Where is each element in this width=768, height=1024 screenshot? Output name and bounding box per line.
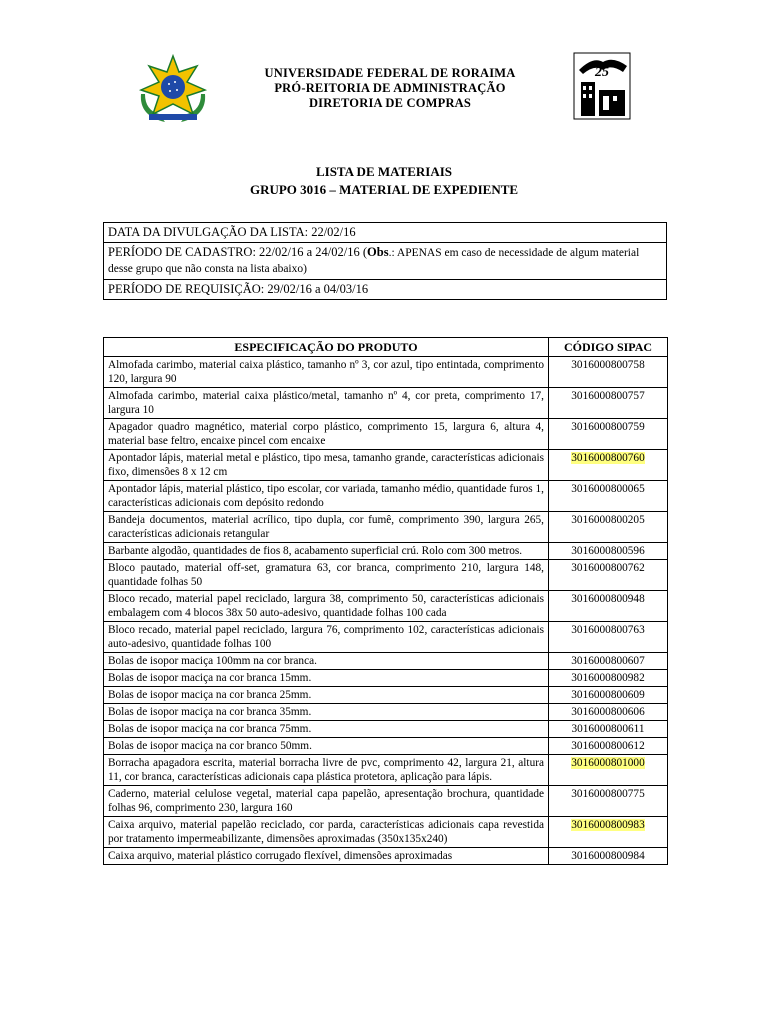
sipac-code-cell <box>549 653 668 670</box>
product-spec: Bloco recado, material papel reciclado, largura 38, comprimento 50, características adicionais embalagem com 4 blocos 38x 50 auto-adesivo, quantidade folhas 100 cada <box>104 591 549 622</box>
sipac-code-cell <box>549 388 668 419</box>
table-row <box>104 512 668 543</box>
sipac-code-cell <box>549 755 668 786</box>
product-spec: Borracha apagadora escrita, material borracha livre de pvc, comprimento 42, largura 21, altura 11, cor branca, características adicionais capa plástica protetora, aplicação para lápis. <box>104 755 549 786</box>
sipac-code-cell <box>549 419 668 450</box>
table-row <box>104 721 668 738</box>
sipac-code: 3016000800775 <box>571 788 645 800</box>
sipac-code-cell <box>549 560 668 591</box>
sipac-code: 3016000800065 <box>571 483 645 495</box>
materials-table <box>103 337 668 865</box>
table-row <box>104 357 668 388</box>
sipac-code: 3016000800983 <box>571 819 645 831</box>
spec-column-header: ESPECIFICAÇÃO DO PRODUTO <box>104 338 549 357</box>
sipac-code-cell <box>549 786 668 817</box>
brazil-coat-of-arms-icon <box>135 54 211 126</box>
product-spec: Barbante algodão, quantidades de fios 8, acabamento superficial crú. Rolo com 300 metros. <box>104 543 549 560</box>
table-row <box>104 419 668 450</box>
sipac-code-cell <box>549 738 668 755</box>
sipac-code: 3016000800596 <box>571 545 645 557</box>
directorate-name: DIRETORIA DE COMPRAS <box>308 96 472 110</box>
sipac-code: 3016000800757 <box>571 390 645 402</box>
sipac-code: 3016000800611 <box>571 723 645 735</box>
product-spec: Bloco pautado, material off-set, gramatura 63, cor branca, comprimento 210, largura 148, quantidade folhas 50 <box>104 560 549 591</box>
product-spec: Caixa arquivo, material plástico corrugado flexível, dimensões aproximadas <box>104 848 549 865</box>
cadastro-cell <box>104 243 667 280</box>
sipac-code-cell <box>549 848 668 865</box>
materials-table-body <box>104 357 668 865</box>
requisicao-cell: PERÍODO DE REQUISIÇÃO: 29/02/16 a 04/03/16 <box>104 280 667 300</box>
sipac-code: 3016000800982 <box>571 672 645 684</box>
document-header <box>0 50 768 130</box>
table-row <box>104 388 668 419</box>
table-row <box>104 670 668 687</box>
sipac-code: 3016000800612 <box>571 740 645 752</box>
table-row <box>104 543 668 560</box>
obs-label: Obs <box>367 245 389 259</box>
sipac-code: 3016000800760 <box>571 452 645 464</box>
table-row <box>104 848 668 865</box>
sipac-code-cell <box>549 481 668 512</box>
product-spec: Almofada carimbo, material caixa plástico, tamanho nº 3, cor azul, tipo entintada, comprimento 120, largura 90 <box>104 357 549 388</box>
sipac-code: 3016000800758 <box>571 359 645 371</box>
table-row <box>104 591 668 622</box>
table-row <box>104 560 668 591</box>
product-spec: Bolas de isopor maciça na cor branca 75mm. <box>104 721 549 738</box>
group-title: GRUPO 3016 – MATERIAL DE EXPEDIENTE <box>249 182 519 197</box>
product-spec: Bolas de isopor maciça na cor branco 50mm. <box>104 738 549 755</box>
sipac-code: 3016000800948 <box>571 593 645 605</box>
table-row <box>104 653 668 670</box>
sipac-code: 3016000800606 <box>571 706 645 718</box>
product-spec: Almofada carimbo, material caixa plástico/metal, tamanho nº 4, cor preta, comprimento 17, largura 10 <box>104 388 549 419</box>
university-name: UNIVERSIDADE FEDERAL DE RORAIMA <box>264 66 516 80</box>
product-spec: Bloco recado, material papel reciclado, largura 76, comprimento 102, características adicionais auto-adesivo, quantidade folhas 100 <box>104 622 549 653</box>
table-row <box>104 786 668 817</box>
product-spec: Apontador lápis, material metal e plástico, tipo mesa, tamanho grande, características adicionais fixo, dimensões 8 x 12 cm <box>104 450 549 481</box>
table-row <box>104 450 668 481</box>
pro-rectorate-name: PRÓ-REITORIA DE ADMINISTRAÇÃO <box>274 81 506 95</box>
table-row <box>104 704 668 721</box>
sipac-code-cell <box>549 591 668 622</box>
sipac-code: 3016000800984 <box>571 850 645 862</box>
sipac-code: 3016000800763 <box>571 624 645 636</box>
table-row <box>104 755 668 786</box>
sipac-code-cell <box>549 512 668 543</box>
table-row <box>104 622 668 653</box>
product-spec: Bandeja documentos, material acrílico, tipo dupla, cor fumê, comprimento 390, largura 265, características adicionais retangular <box>104 512 549 543</box>
sipac-code: 3016000800759 <box>571 421 645 433</box>
product-spec: Bolas de isopor maciça na cor branca 25mm. <box>104 687 549 704</box>
info-table <box>103 222 667 300</box>
sipac-code-cell <box>549 670 668 687</box>
sipac-code: 3016000800607 <box>571 655 645 667</box>
sipac-code: 3016000800762 <box>571 562 645 574</box>
sipac-code-cell <box>549 357 668 388</box>
sipac-code: 3016000801000 <box>571 757 645 769</box>
table-row <box>104 738 668 755</box>
code-column-header: CÓDIGO SIPAC <box>549 338 668 357</box>
product-spec: Caixa arquivo, material papelão reciclado, cor parda, características adicionais capa revestida por tratamento impermeabilizante, dimensões aproximadas (350x135x240) <box>104 817 549 848</box>
product-spec: Bolas de isopor maciça na cor branca 15mm. <box>104 670 549 687</box>
list-title: LISTA DE MATERIAIS <box>315 164 453 179</box>
product-spec: Apontador lápis, material plástico, tipo escolar, cor variada, tamanho médio, quantidade furos 1, características adicionais com depósito redondo <box>104 481 549 512</box>
product-spec: Caderno, material celulose vegetal, material capa papelão, apresentação brochura, quantidade folhas 96, comprimento 230, largura 160 <box>104 786 549 817</box>
sipac-code: 3016000800609 <box>571 689 645 701</box>
sipac-code: 3016000800205 <box>571 514 645 526</box>
table-row <box>104 817 668 848</box>
product-spec: Bolas de isopor maciça na cor branca 35mm. <box>104 704 549 721</box>
ufrr-25-anos-logo-icon <box>573 52 631 120</box>
sipac-code-cell <box>549 622 668 653</box>
table-row <box>104 687 668 704</box>
document-titles <box>0 163 768 199</box>
table-row <box>104 481 668 512</box>
product-spec: Apagador quadro magnético, material corpo plástico, comprimento 15, largura 6, altura 4, material base feltro, encaixe pincel com encaixe <box>104 419 549 450</box>
sipac-code-cell <box>549 450 668 481</box>
sipac-code-cell <box>549 687 668 704</box>
cadastro-period: PERÍODO DE CADASTRO: 22/02/16 a 24/02/16 ( <box>108 245 368 259</box>
sipac-code-cell <box>549 704 668 721</box>
obs-text: .: APENAS em caso de necessidade de algum material desse grupo que não consta na lista abaixo) <box>108 247 640 275</box>
sipac-code-cell <box>549 817 668 848</box>
sipac-code-cell <box>549 543 668 560</box>
product-spec: Bolas de isopor maciça 100mm na cor branca. <box>104 653 549 670</box>
sipac-code-cell <box>549 721 668 738</box>
svg-text:25: 25 <box>595 65 609 80</box>
divulgacao-cell: DATA DA DIVULGAÇÃO DA LISTA: 22/02/16 <box>104 223 667 243</box>
